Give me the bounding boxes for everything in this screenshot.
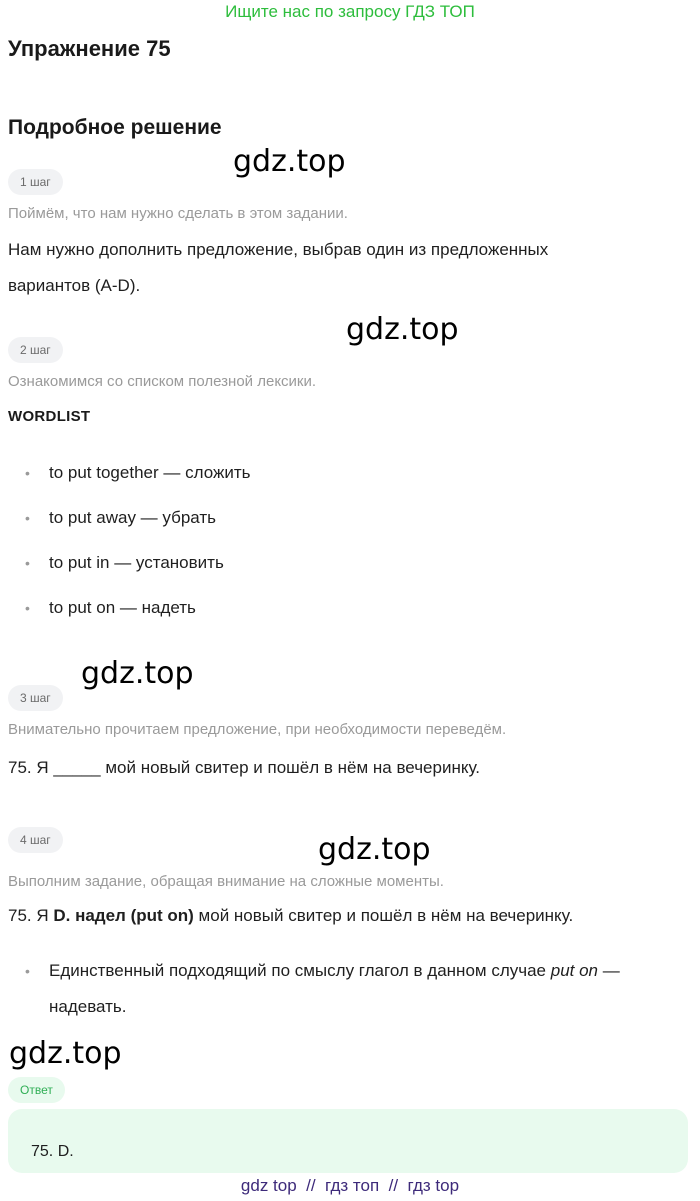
watermark: gdz.top: [233, 144, 346, 179]
step-badge: 3 шаг: [8, 685, 63, 711]
wordlist-item: to put together — сложить: [49, 463, 251, 482]
bullet-icon: •: [25, 600, 30, 616]
step-text: [8, 232, 688, 304]
answer-text: 75. D.: [31, 1143, 74, 1160]
step-hint: Внимательно прочитаем предложение, при необходимости переведём.: [8, 721, 507, 738]
wordlist-item: to put on — надеть: [49, 598, 196, 617]
step-text: 75. Я _____ мой новый свитер и пошёл в нём на вечеринку.: [8, 758, 480, 777]
step-hint: Выполним задание, обращая внимание на сложные моменты.: [8, 873, 444, 890]
footer-separator: //: [388, 1176, 399, 1195]
bullet-icon: •: [25, 555, 30, 571]
wordlist-item: to put in — установить: [49, 553, 224, 572]
step-badge: 2 шаг: [8, 337, 63, 363]
note-line: [49, 953, 689, 989]
watermark: gdz.top: [346, 312, 459, 347]
note-text: Единственный подходящий по смыслу глагол в данном случае: [49, 961, 551, 980]
bullet-icon: •: [25, 465, 30, 481]
wordlist-item: to put away — убрать: [49, 508, 216, 527]
step-badge: 4 шаг: [8, 827, 63, 853]
section-title: Подробное решение: [8, 116, 222, 139]
note-italic: put on: [550, 961, 598, 980]
footer-link-3[interactable]: гдз top: [407, 1176, 460, 1195]
watermark: gdz.top: [81, 656, 194, 691]
step-hint: Ознакомимся со списком полезной лексики.: [8, 373, 317, 390]
solution-note: [49, 953, 689, 1025]
bullet-icon: •: [25, 510, 30, 526]
footer-link-2[interactable]: гдз топ: [325, 1176, 380, 1195]
step-text-line: Нам нужно дополнить предложение, выбрав один из предложенных: [8, 240, 549, 259]
page-title: Упражнение 75: [8, 36, 171, 61]
watermark: gdz.top: [9, 1036, 122, 1071]
footer-links: [0, 1176, 700, 1196]
bullet-icon: •: [25, 963, 30, 979]
step-badge: 1 шаг: [8, 169, 63, 195]
step-hint: Поймём, что нам нужно сделать в этом задании.: [8, 205, 348, 222]
wordlist-heading: WORDLIST: [8, 408, 91, 425]
solution-sentence: [8, 898, 688, 934]
answer-box: [8, 1109, 688, 1173]
solution-answer: D. надел (put on): [53, 906, 194, 925]
solution-prefix: 75. Я: [8, 906, 54, 925]
promo-banner[interactable]: Ищите нас по запросу ГДЗ ТОП: [225, 2, 475, 21]
note-line: надевать.: [49, 997, 127, 1016]
watermark: gdz.top: [318, 832, 431, 867]
answer-badge: Ответ: [8, 1077, 65, 1103]
footer-separator: //: [306, 1176, 316, 1195]
step-text-line: вариантов (A-D).: [8, 276, 141, 295]
footer-link-1[interactable]: gdz top: [240, 1176, 297, 1195]
note-dash: —: [598, 961, 620, 980]
solution-suffix: мой новый свитер и пошёл в нём на вечеринку.: [193, 906, 574, 925]
